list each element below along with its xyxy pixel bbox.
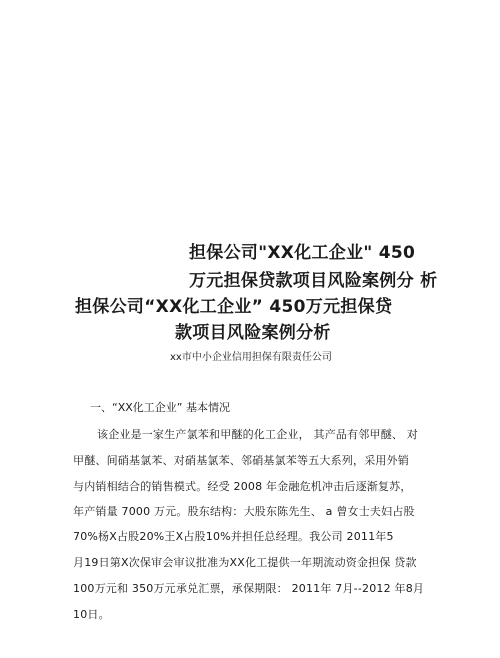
paragraph-line-6: 月19日第X次保审会审议批准为XX化工提供一年期流动资金担保 贷款	[73, 556, 417, 569]
paragraph-line-7: 100万元和 350万元承兑汇票，承保期限： 2011年 7月--2012 年8月	[73, 582, 425, 595]
paragraph-line-2: 甲醚、间硝基氯苯、对硝基氯苯、邻硝基氯苯等五大系列，采用外销	[73, 454, 409, 467]
paragraph-line-5: 70%杨X占股20%王X占股10%并担任总经理。我公司 2011年5	[73, 530, 394, 543]
author-line: xx市中小企业信用担保有限责任公司	[170, 352, 332, 363]
paragraph-line-8: 10日。	[73, 608, 110, 621]
paragraph-line-3: 与内销相结合的销售模式。经受 2008 年金融危机冲击后逐渐复苏，	[73, 480, 412, 493]
paragraph-line-1: 该企业是一家生产氯苯和甲醚的化工企业， 其产品有邻甲醚、 对	[97, 428, 418, 441]
title-line-1: 担保公司"XX化工企业" 450	[189, 243, 416, 263]
paragraph-line-4: 年产销量 7000 万元。股东结构：大股东陈先生、 a 曾女士夫妇占股	[73, 505, 415, 518]
title-line-4: 款项目风险案例分析	[175, 323, 331, 343]
title-line-2: 万元担保贷款项目风险案例分 析	[189, 271, 438, 291]
title-line-3: 担保公司“XX化工企业” 450万元担保贷	[75, 297, 393, 317]
section-heading: 一、“XX化工企业” 基本情况	[90, 401, 230, 414]
